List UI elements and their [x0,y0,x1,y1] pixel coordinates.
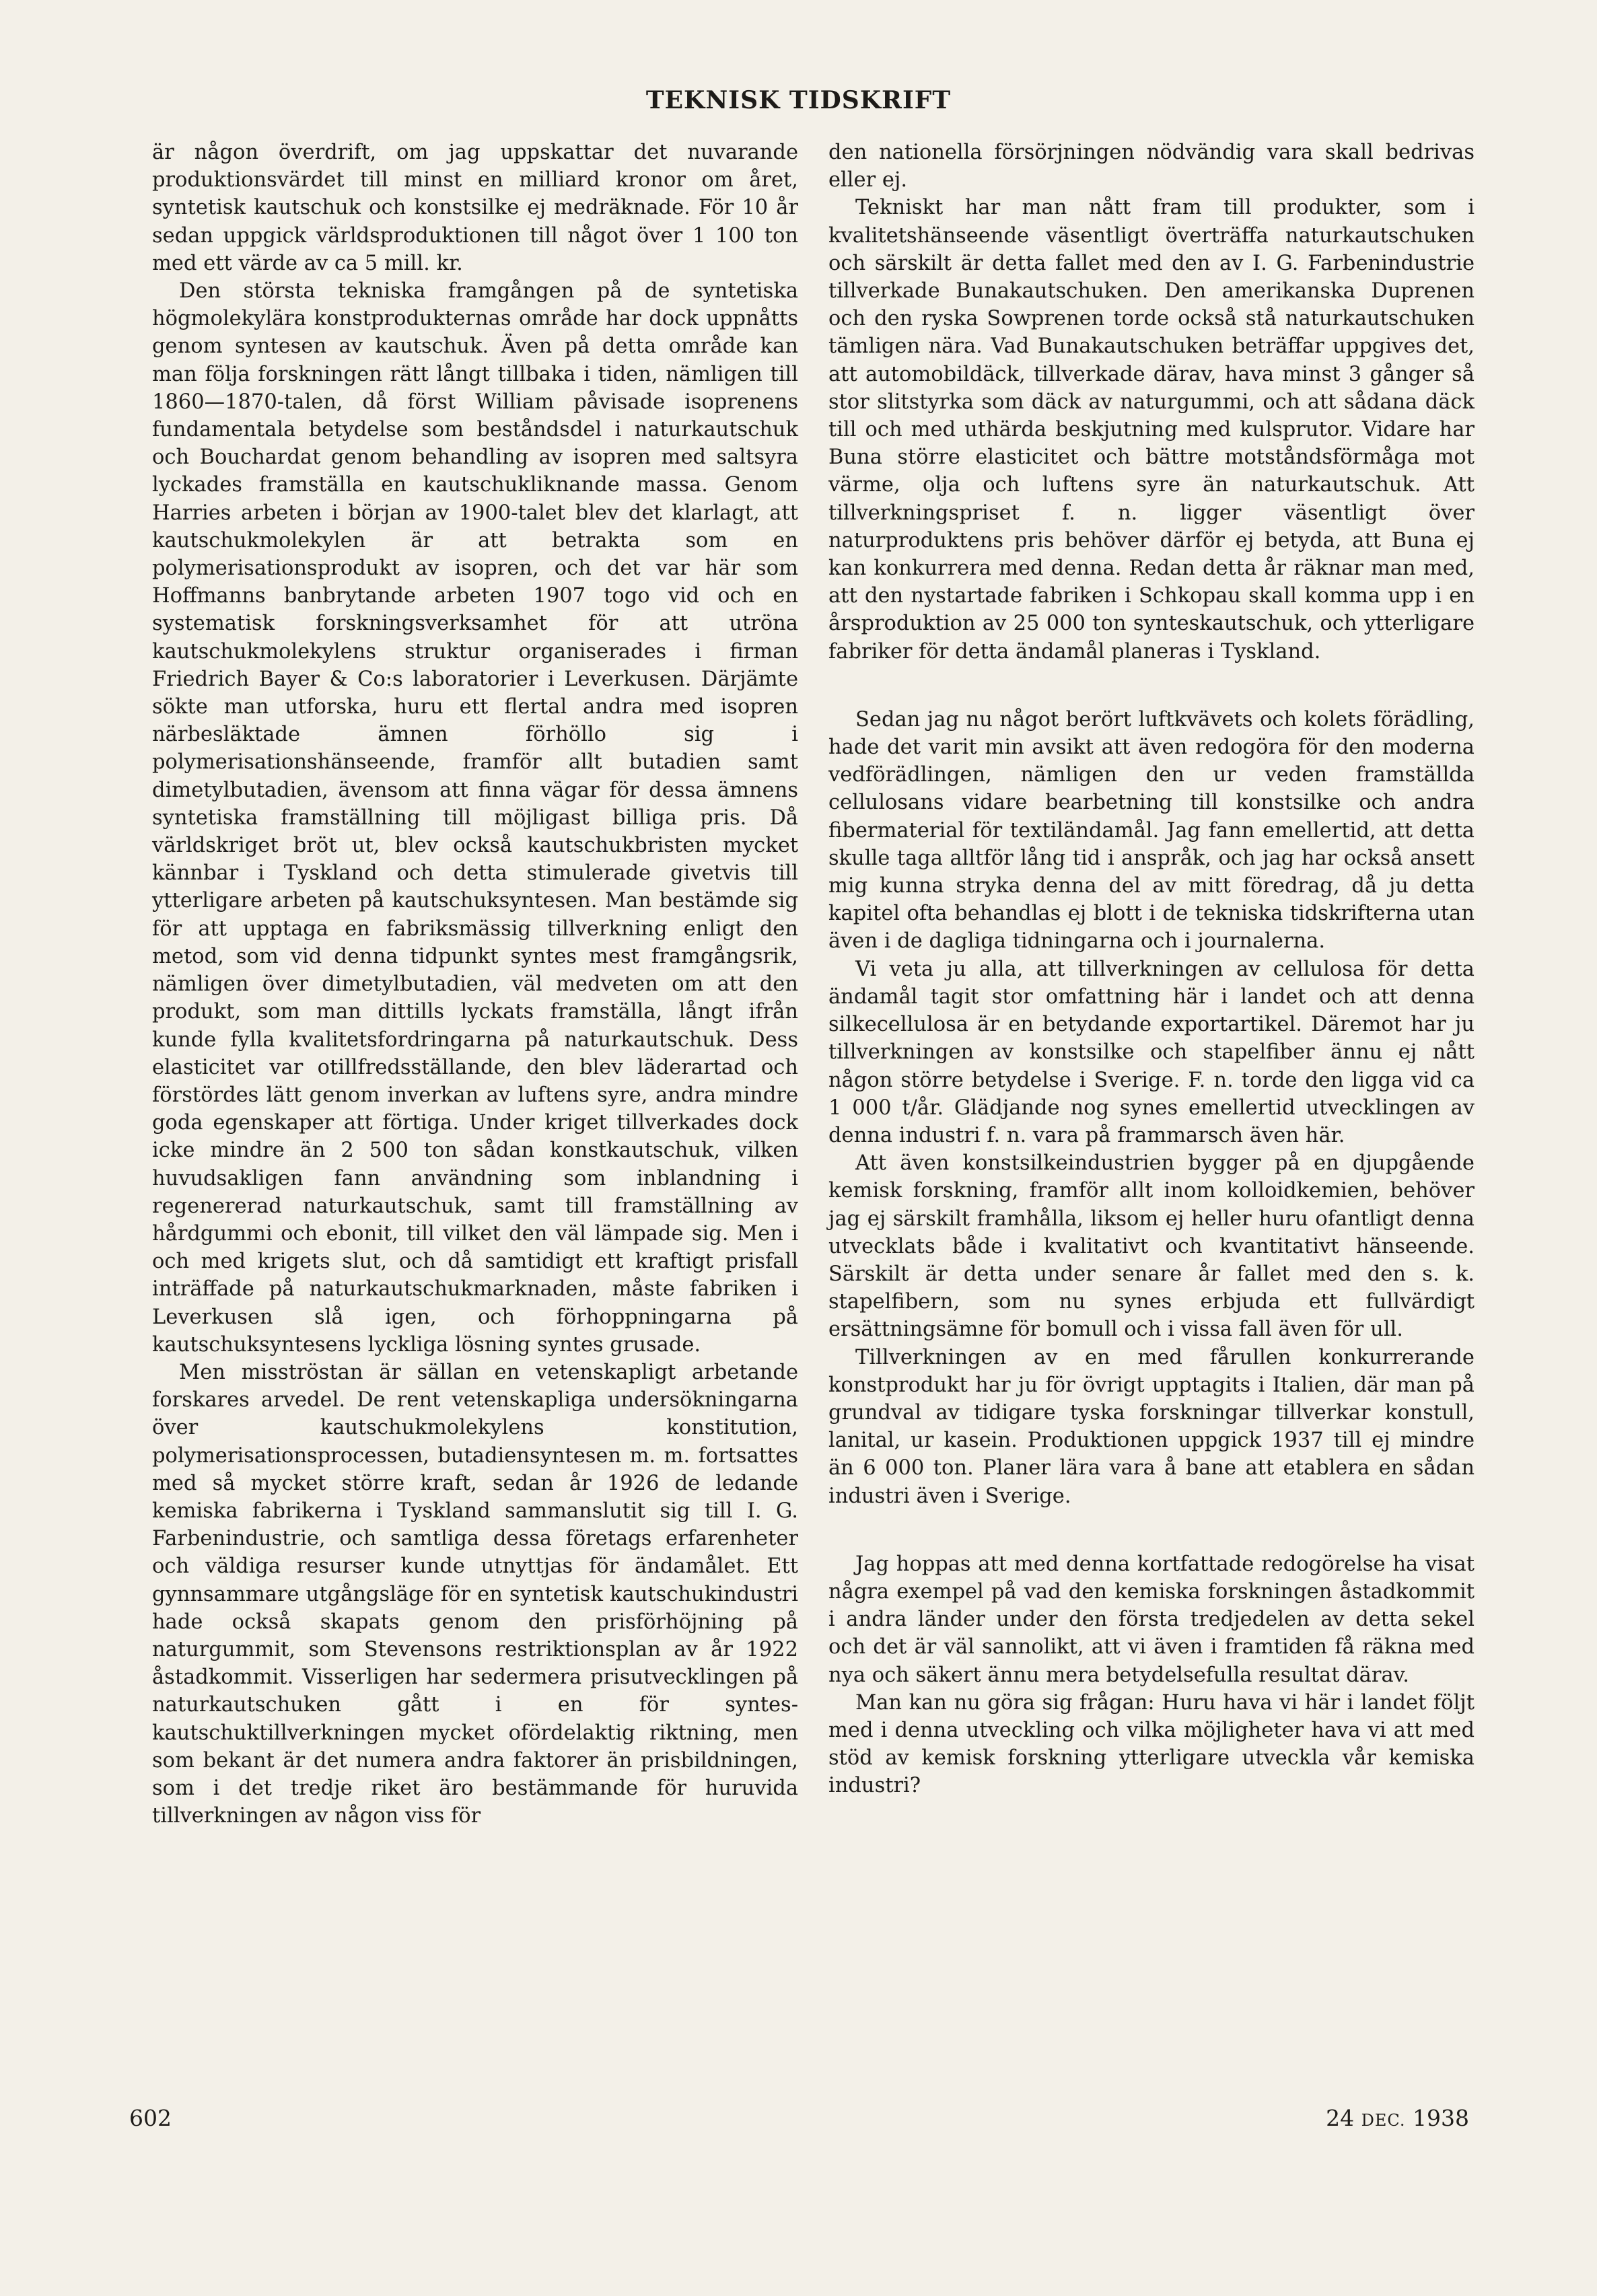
paragraph: Man kan nu göra sig frågan: Huru hava vi här i landet följt med i denna utveckling och vilka möjligheter hava vi att med stöd av kemisk forskning ytterligare utveckla vår kemiska industri? [828,1690,1475,1798]
paragraph: är någon överdrift, om jag uppskattar det nuvarande produktionsvärdet till minst en milliard kronor om året, syntetisk kautschuk och konstsilke ej medräknade. För 10 år sedan uppgick världsproduktionen till något över 1 100 ton med ett värde av ca 5 mill. kr. [152,141,798,275]
right-column [828,139,1475,1800]
date-month: DEC. [1361,2111,1406,2130]
paragraph: Den största tekniska framgången på de syntetiska högmolekylära konstprodukternas område har dock uppnåtts genom syntesen av kautschuk. Även på detta område kan man följa forskningen rätt långt tillbaka i tiden, nämligen till 1860—1870-talen, då först William påvisade isoprenens fundamentala betydelse som beståndsdel i naturkautschuk och Bouchardat genom behandling av isopren med saltsyra lyckades framställa en kautschukliknande massa. Genom Harries arbeten i början av 1900-talet blev det klarlagt, att kautschukmolekylen är att betrakta som en polymerisationsprodukt av isopren, och det var här som Hoffmanns banbrytande arbeten 1907 togo vid och en systematisk forskningsverksamhet för att utröna kautschukmolekylens struktur organiserades i firman Friedrich Bayer & Co:s laboratorier i Leverkusen. Därjämte sökte man utforska, huru ett flertal andra med isopren närbesläktade ämnen förhöllo sig i polymerisationshänseende, framför allt butadien samt dimetylbutadien, ävensom att finna vägar för dessa ämnens syntetiska framställning till möjligast billiga pris. Då världskriget bröt ut, blev också kautschukbristen mycket kännbar i Tyskland och detta stimulerade givetvis till ytterligare arbeten på kautschuksyntesen. Man bestämde sig för att upptaga en fabriksmässig tillverkning enligt den metod, som vid denna tidpunkt syntes mest framgångsrik, nämligen över dimetylbutadien, väl medveten om att den produkt, som man dittills lyckats framställa, långt ifrån kunde fylla kvalitetsfordringarna på naturkautschuk. Dess elasticitet var otillfredsställande, den blev läderartad och förstördes lätt genom inverkan av luftens syre, andra mindre goda egenskaper att förtiga. Under kriget tillverkades dock icke mindre än 2 500 ton sådan konstkautschuk, vilken huvudsakligen fann användning som inblandning i regenererad naturkautschuk, samt till framställning av hårdgummi och ebonit, till vilket den väl lämpade sig. Men i och med krigets slut, och då samtidigt ett kraftigt prisfall inträffade på naturkautschukmarknaden, måste fabriken i Leverkusen slå igen, och förhoppningarna på kautschuksyntesens lyckliga lösning syntes grusade. [152,279,798,1357]
paragraph: Men misströstan är sällan en vetenskapligt arbetande forskares arvedel. De rent vetenskapliga undersökningarna över kautschukmolekylens konstitution, polymerisationsprocessen, butadiensyntesen m. m. fortsattes med så mycket större kraft, sedan år 1926 de ledande kemiska fabrikerna i Tyskland sammanslutit sig till I. G. Farbenindustrie, och samtliga dessa företags erfarenheter och väldiga resurser kunde utnyttjas för ändamålet. Ett gynnsammare utgångsläge för en syntetisk kautschukindustri hade också skapats genom den prisförhöjning på naturgummit, som Stevensons restriktionsplan av år 1922 åstadkommit. Visserligen har sedermera prisutvecklingen på naturkautschuken gått i en för syntes-kautschuktillverkningen mycket ofördelaktig riktning, men som bekant är det numera andra faktorer än prisbildningen, som i det tredje riket äro bestämmande för huruvida tillverkningen av någon viss för [152,1360,798,1828]
paragraph: Tillverkningen av en med fårullen konkurrerande konstprodukt har ju för övrigt upptagits i Italien, där man på grundval av tidigare tyska forskningar tillverkar konstull, lanital, ur kasein. Produktionen uppgick 1937 till ej mindre än 6 000 ton. Planer lära vara å bane att etablera en sådan industri även i Sverige. [828,1345,1475,1508]
paragraph: Sedan jag nu något berört luftkvävets och kolets förädling, hade det varit min avsikt att även redogöra för den moderna vedförädlingen, nämligen den ur veden framställda cellulosans vidare bearbetning till konstsilke och andra fibermaterial för textiländamål. Jag fann emellertid, att detta skulle taga alltför lång tid i anspråk, och jag har också ansett mig kunna stryka denna del av mitt föredrag, då ju detta kapitel ofta behandlas ej blott i de tekniska tidskrifterna utan även i de dagliga tidningarna och i journalerna. [828,707,1475,954]
running-header: TEKNISK TIDSKRIFT [645,86,952,114]
paragraph: Att även konstsilkeindustrien bygger på en djupgående kemisk forskning, framför allt inom kolloidkemien, behöver jag ej särskilt framhålla, liksom ej heller huru ofantligt denna utvecklats både i kvalitativt och kvantitativt hänseende. Särskilt är detta under senare år fallet med den s. k. stapelfibern, som nu synes erbjuda ett fullvärdigt ersättningsämne för bomull och i vissa fall även för ull. [828,1151,1475,1342]
paragraph: Vi veta ju alla, att tillverkningen av cellulosa för detta ändamål tagit stor omfattning här i landet och att denna silkecellulosa är en betydande exportartikel. Däremot har ju tillverkningen av konstsilke och stapelfiber ännu ej nått någon större betydelse i Sverige. F. n. torde den ligga vid ca 1 000 t/år. Glädjande nog synes emellertid utvecklingen av denna industri f. n. vara på frammarsch även här. [828,957,1475,1147]
paragraph: den nationella försörjningen nödvändig vara skall bedrivas eller ej. [828,141,1475,192]
issue-date [1326,2105,1469,2131]
date-year: 1938 [1413,2105,1469,2131]
left-column [152,139,798,1830]
date-day: 24 [1326,2105,1355,2131]
paragraph: Tekniskt har man nått fram till produkter, som i kvalitetshänseende väsentligt överträffa naturkautschuken och särskilt är detta fallet med den av I. G. Farbenindustrie tillverkade Bunakautschuken. Den amerikanska Duprenen och den ryska Sowprenen torde också stå naturkautschuken tämligen nära. Vad Bunakautschuken beträffar uppgives det, att automobildäck, tillverkade därav, hava minst 3 gånger så stor slitstyrka som däck av naturgummi, och att sådana däck till och med uthärda beskjutning med kulsprutor. Vidare har Buna större elasticitet och bättre motståndsförmåga mot värme, olja och luftens syre än naturkautschuk. Att tillverkningspriset f. n. ligger väsentligt över naturproduktens pris behöver därför ej betyda, att Buna ej kan konkurrera med denna. Redan detta år räknar man med, att den nystartade fabriken i Schkopau skall komma upp i en årsproduktion av 25 000 ton synteskautschuk, och ytterligare fabriker för detta ändamål planeras i Tyskland. [828,196,1475,663]
page-number: 602 [129,2105,172,2131]
paragraph: Jag hoppas att med denna kortfattade redogörelse ha visat några exempel på vad den kemiska forskningen åstadkommit i andra länder under den första tredjedelen av detta sekel och det är väl sannolikt, att vi även i framtiden få räkna med nya och säkert ännu mera betydelsefulla resultat därav. [828,1552,1475,1687]
